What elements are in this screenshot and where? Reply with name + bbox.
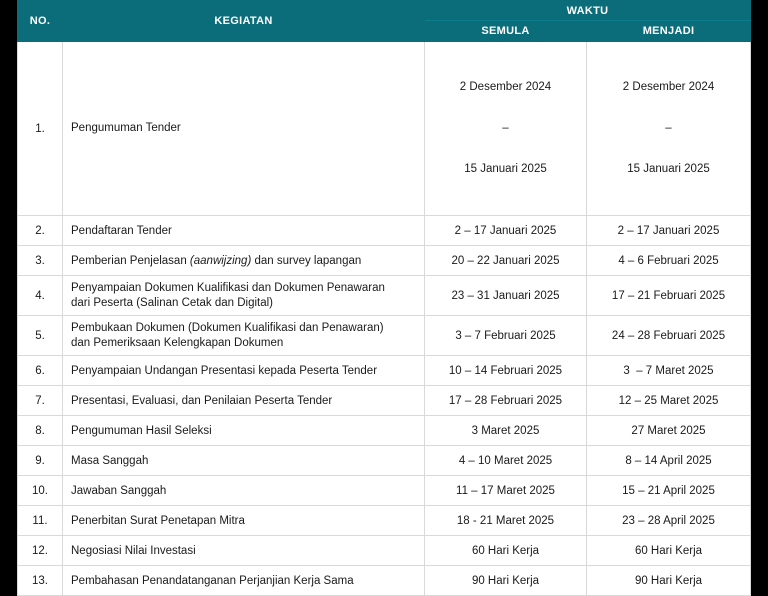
row-semula: 4 – 10 Maret 2025 [425, 446, 587, 476]
activity-line-2: dari Peserta (Salinan Cetak dan Digital) [71, 296, 273, 309]
row-number: 7. [18, 386, 63, 416]
row-activity: Negosiasi Nilai Investasi [63, 536, 425, 566]
row-semula: 23 – 31 Januari 2025 [425, 276, 587, 316]
row-activity: Masa Sanggah [63, 446, 425, 476]
column-header-no: NO. [18, 1, 63, 42]
row-menjadi: 4 – 6 Februari 2025 [587, 246, 751, 276]
table-row [18, 356, 751, 386]
row-semula: 3 Maret 2025 [425, 416, 587, 446]
menjadi-line-3: 15 Januari 2025 [627, 162, 710, 175]
semula-line-2: – [502, 121, 509, 134]
table-row [18, 42, 751, 216]
row-semula: 10 – 14 Februari 2025 [425, 356, 587, 386]
table-header [18, 1, 751, 42]
menjadi-stack [593, 68, 744, 202]
table-row [18, 506, 751, 536]
column-header-waktu: WAKTU [425, 1, 751, 21]
row-menjadi: 3 – 7 Maret 2025 [587, 356, 751, 386]
row-number: 10. [18, 476, 63, 506]
row-activity: Pengumuman Hasil Seleksi [63, 416, 425, 446]
row-activity: Pendaftaran Tender [63, 216, 425, 246]
row-number: 1. [18, 42, 63, 216]
activity-text-pre: Pemberian Penjelasan [71, 254, 190, 267]
row-semula: 18 - 21 Maret 2025 [425, 506, 587, 536]
activity-text-italic: (aanwijzing) [189, 254, 252, 267]
activity-line-1: Penyampaian Dokumen Kualifikasi dan Dokumen Penawaran [71, 282, 385, 295]
row-number: 3. [18, 246, 63, 276]
row-semula: 3 – 7 Februari 2025 [425, 316, 587, 356]
semula-stack [431, 68, 580, 202]
column-header-semula: SEMULA [425, 21, 587, 42]
activity-line-2: dan Pemeriksaan Kelengkapan Dokumen [71, 336, 284, 349]
row-menjadi: 12 – 25 Maret 2025 [587, 386, 751, 416]
activity-line-1: Pembukaan Dokumen (Dokumen Kualifikasi dan Penawaran) [71, 322, 384, 335]
table-row [18, 476, 751, 506]
row-menjadi [587, 42, 751, 216]
table-row [18, 276, 751, 316]
row-activity [63, 316, 425, 356]
row-activity: Pengumuman Tender [63, 42, 425, 216]
row-number: 13. [18, 566, 63, 596]
row-number: 4. [18, 276, 63, 316]
row-semula: 17 – 28 Februari 2025 [425, 386, 587, 416]
row-menjadi: 17 – 21 Februari 2025 [587, 276, 751, 316]
table-row [18, 416, 751, 446]
tender-schedule-table [17, 0, 751, 596]
row-activity: Presentasi, Evaluasi, dan Penilaian Peserta Tender [63, 386, 425, 416]
row-number: 8. [18, 416, 63, 446]
row-activity: Penerbitan Surat Penetapan Mitra [63, 506, 425, 536]
row-menjadi: 90 Hari Kerja [587, 566, 751, 596]
row-menjadi: 27 Maret 2025 [587, 416, 751, 446]
row-number: 12. [18, 536, 63, 566]
table-row [18, 386, 751, 416]
row-activity: Penyampaian Undangan Presentasi kepada Peserta Tender [63, 356, 425, 386]
table-body [18, 42, 751, 596]
row-number: 6. [18, 356, 63, 386]
row-activity [63, 276, 425, 316]
table-row [18, 536, 751, 566]
row-menjadi: 15 – 21 April 2025 [587, 476, 751, 506]
semula-line-1: 2 Desember 2024 [459, 81, 552, 94]
row-number: 5. [18, 316, 63, 356]
column-header-kegiatan: KEGIATAN [63, 1, 425, 42]
row-semula: 60 Hari Kerja [425, 536, 587, 566]
row-number: 9. [18, 446, 63, 476]
row-menjadi: 23 – 28 April 2025 [587, 506, 751, 536]
row-semula: 2 – 17 Januari 2025 [425, 216, 587, 246]
row-menjadi: 60 Hari Kerja [587, 536, 751, 566]
table-row [18, 566, 751, 596]
row-menjadi: 24 – 28 Februari 2025 [587, 316, 751, 356]
row-number: 11. [18, 506, 63, 536]
table-row [18, 446, 751, 476]
row-semula: 11 – 17 Maret 2025 [425, 476, 587, 506]
row-menjadi: 8 – 14 April 2025 [587, 446, 751, 476]
row-activity [63, 246, 425, 276]
table-row [18, 316, 751, 356]
semula-line-3: 15 Januari 2025 [464, 162, 547, 175]
row-menjadi: 2 – 17 Januari 2025 [587, 216, 751, 246]
column-header-menjadi: MENJADI [587, 21, 751, 42]
row-activity: Pembahasan Penandatanganan Perjanjian Kerja Sama [63, 566, 425, 596]
row-semula: 20 – 22 Januari 2025 [425, 246, 587, 276]
table-row [18, 216, 751, 246]
row-semula [425, 42, 587, 216]
menjadi-line-2: – [665, 121, 672, 134]
activity-text-post: dan survey lapangan [251, 254, 362, 267]
row-activity: Jawaban Sanggah [63, 476, 425, 506]
row-number: 2. [18, 216, 63, 246]
table-row [18, 246, 751, 276]
menjadi-line-1: 2 Desember 2024 [622, 81, 715, 94]
header-row-primary [18, 1, 751, 21]
row-semula: 90 Hari Kerja [425, 566, 587, 596]
